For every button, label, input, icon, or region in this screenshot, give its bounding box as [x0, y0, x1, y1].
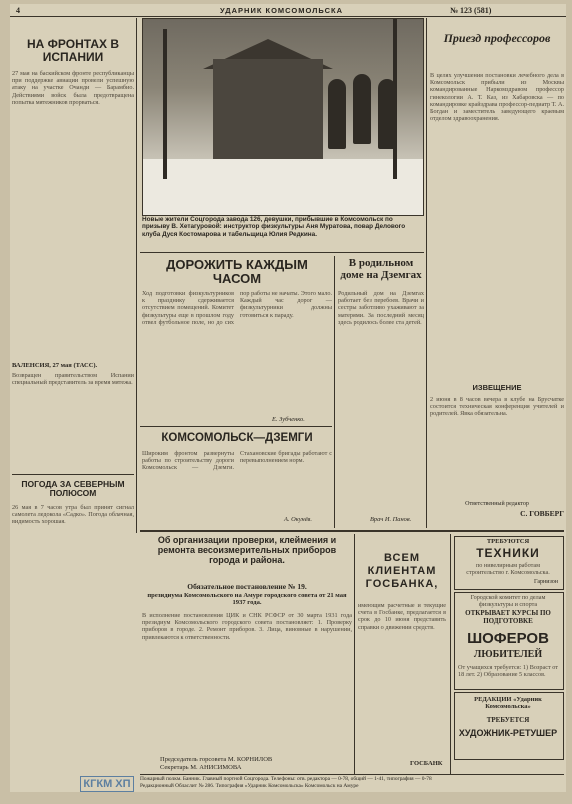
footer-line-2: Редакционный Обласлит № 286. Типография «Ударник Комсомольска» Комсомольск на Амуре: [140, 783, 359, 789]
decree-subtitle-2: президиума Комсомольского на Амуре городского совета от 21 мая 1937 года.: [147, 592, 347, 607]
ad3-big: ХУДОЖНИК-РЕТУШЕР: [458, 728, 558, 738]
maternity-title: В родильном доме на Дземгах: [340, 257, 422, 281]
weather-title: ПОГОДА ЗА СЕВЕРНЫМ ПОЛЮСОМ: [21, 479, 125, 498]
ad2-text: Городской комитет по делам физкультуры и спорта: [470, 594, 546, 609]
notice-title: ИЗВЕЩЕНИЕ: [472, 383, 522, 392]
spain-dateline: ВАЛЕНСИЯ, 27 мая (ТАСС).: [12, 362, 98, 369]
masthead-rule: [10, 16, 566, 17]
newspaper-page: [10, 4, 566, 792]
footer-line-1: Пожарный полкм. Банник. Главный портной Соцгорода. Телефоны: отв. редактора — 0-78, общий — 1-41, типография — 0-78: [140, 776, 432, 782]
dzemgi-author: А. Окунёв.: [284, 516, 312, 523]
spain-title: НА ФРОНТАХ В ИСПАНИИ: [27, 37, 119, 64]
ad1-text: по нивелирным работам строительство г. Комсомольска.: [466, 562, 550, 577]
notice-text: 2 июня в 8 часов вечера в клубе на Брусчатке состоится техническая конференция учителей и родителей. Явка обязательна.: [430, 396, 564, 418]
professors-text: В целях улучшения постановки лечебного дела в Комсомольск прибыли из Москвы командированные Наркомздравом профессор гинекологии А. Т. Каз, из Хабаровска — по командировке крайздрава профессор-педиатр Т. А. Богдан и заместитель заведующего краевым отделом здравоохранения.: [430, 72, 564, 123]
gosbank-title: ВСЕМ КЛИЕНТАМ ГОСБАНКА,: [365, 552, 439, 591]
separator: [12, 474, 134, 475]
ad2-mid: ОТКРЫВАЕТ КУРСЫ ПО ПОДГОТОВКЕ: [465, 609, 551, 625]
decree-subtitle: Обязательное постановление № 19.: [187, 582, 307, 591]
ad1-big: ТЕХНИКИ: [476, 546, 540, 560]
separator: [140, 530, 564, 532]
ad1-head: ТРЕБУЮТСЯ: [486, 538, 530, 545]
ad2-small: От учащихся требуется: 1) Возраст от 18 лет. 2) Образование 5 классов.: [458, 664, 558, 679]
ad1-sign: Гарнизон: [534, 579, 558, 585]
editor-label: Ответственный редактор: [465, 501, 529, 507]
dzemgi-text: Широким фронтом развернуты работы по строительству дороги Комсомольск — Дземги. Стахановские бригады работают с перевыполнением норм.: [142, 450, 332, 472]
archive-stamp: КГКМ ХП: [80, 776, 134, 792]
masthead-title: УДАРНИК КОМСОМОЛЬСКА: [220, 6, 344, 15]
ad2-big2: ЛЮБИТЕЛЕЙ: [473, 649, 543, 660]
news-photo: [142, 18, 424, 216]
decree-title: Об организации проверки, клеймения и ремонта весоизмерительных приборов города и района.: [157, 535, 337, 565]
dorozhit-text: Ход подготовки физкультурников к празднику сдерживается отсутствием помещений. Комитет физкультуры еще в прошлом году отвел футбольное поле, но до сих пор работы не начаты. Этого мало. Каждый час дорог — физкультурники должны готовиться к параду.: [142, 290, 332, 326]
column-rule: [354, 534, 355, 774]
dorozhit-author: Е. Зубченко.: [272, 416, 305, 423]
photo-caption: Новые жители Соцгорода завода 126, девушки, прибывшие в Комсомольск по призыву В. Хетагуровой: инструктор физкультуры Аня Муратова, повар Делового клуба Дуся Костомарова и табельщица Юлия Редкина.: [142, 216, 406, 238]
spain-text: 27 мая на баскийском фронте республиканцы при поддержке авиации провели успешную атаку на участке Очанди — Барамбио. Действиями войск была предотвращена попытка мятежников прорваться.: [12, 70, 134, 106]
maternity-author: Врач И. Панов.: [370, 516, 412, 523]
gosbank-text: имеющим расчетные и текущие счета в Госбанке, предлагается в срок до 10 июня представить справки о движении средств.: [358, 602, 446, 631]
column-rule: [450, 534, 451, 774]
ad3-mid: ТРЕБУЕТСЯ: [486, 716, 530, 724]
decree-signature-secretary: Секретарь М. АНИСИМОВА: [160, 764, 242, 771]
dorozhit-title: ДОРОЖИТЬ КАЖДЫМ ЧАСОМ: [166, 257, 308, 286]
dzemgi-title: КОМСОМОЛЬСК—ДЗЕМГИ: [161, 432, 313, 444]
page-number: 4: [16, 6, 20, 15]
maternity-text: Родильный дом на Дземгах работает без перебоев. Врачи и сестры заботливо ухаживают за матерями. За последний месяц здесь родилось более ста детей.: [338, 290, 424, 326]
separator: [140, 252, 424, 253]
separator: [140, 426, 332, 427]
ad3-head: РЕДАКЦИИ «Ударник Комсомольска»: [474, 696, 542, 711]
spain-after-text: Возвращен правительством Испании специальный представитель за время мятежа.: [12, 372, 134, 387]
gosbank-sign: ГОСБАНК: [410, 760, 443, 767]
ad2-big: ШОФЕРОВ: [467, 630, 549, 647]
separator: [140, 774, 564, 775]
issue-number: № 123 (581): [450, 6, 492, 15]
column-rule: [136, 18, 137, 533]
column-rule: [426, 18, 427, 528]
editor-name: С. ГОВБЕРГ: [520, 509, 564, 518]
decree-signature-chair: Председатель горсовета М. КОРНИЛОВ: [160, 756, 273, 763]
column-rule: [334, 256, 335, 528]
weather-text: 26 мая в 7 часов утра был принят сигнал самолета ледокола «Садко». Погода облачная, видимость хорошая.: [12, 504, 134, 526]
professors-title: Приезд профессоров: [443, 31, 551, 45]
decree-text: В исполнение постановления ЦИК и СНК РСФСР от 30 марта 1931 года президиум Комсомольского городского совета постановляет: 1. Проверку приборов в городе. 2. Ремонт приборов. 3. Лица, виновные в нарушении, привлекаются к ответственности.: [142, 612, 352, 641]
